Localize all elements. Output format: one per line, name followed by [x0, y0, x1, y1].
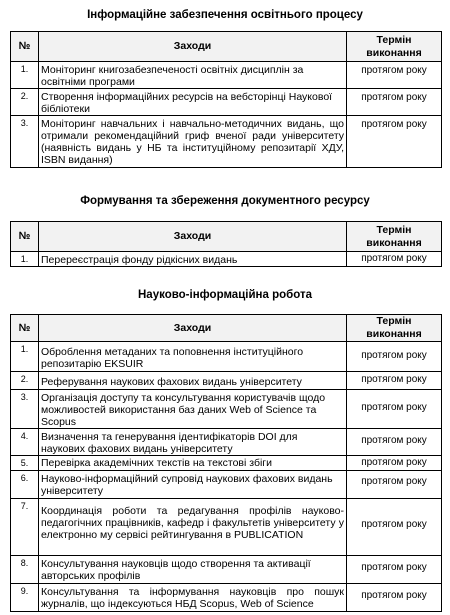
section-title-document-resource: Формування та збереження документного ресурсу: [80, 195, 370, 207]
table-row: [11, 456, 442, 471]
row-activity: Перереєстрація фонду рідкісних видань: [39, 252, 347, 267]
header-term: [347, 222, 442, 252]
table-row: [11, 252, 442, 267]
table-row: [11, 556, 442, 584]
section-title-information-support: Інформаційне забезпечення освітнього процесу: [87, 9, 363, 21]
row-term: протягом року: [347, 252, 442, 267]
row-term: протягом року: [347, 116, 442, 168]
table-row: [11, 62, 442, 89]
header-number: №: [11, 222, 39, 252]
table-header-row: [11, 32, 442, 62]
row-activity: Перевірка академічних текстів на текстові збіги: [39, 456, 347, 471]
row-number: 1.: [11, 252, 39, 267]
row-activity: Створення інформаційних ресурсів на вебсторінці Наукової бібліотеки: [39, 89, 347, 116]
header-number: №: [11, 315, 39, 342]
row-number: 9.: [11, 584, 39, 612]
table-header-row: [11, 315, 442, 342]
table-header-row: [11, 222, 442, 252]
table-row: [11, 372, 442, 390]
header-term-line1: Термін: [376, 315, 412, 327]
table-research-info: [10, 314, 442, 612]
row-number: 7.: [11, 499, 39, 556]
header-activities: Заходи: [39, 222, 347, 252]
row-term: протягом року: [347, 89, 442, 116]
table-row: [11, 390, 442, 429]
row-term: протягом року: [347, 584, 442, 612]
header-term-line1: Термін: [376, 33, 412, 46]
row-number: 2.: [11, 372, 39, 390]
row-number: 2.: [11, 89, 39, 116]
table-information-support: [10, 31, 442, 168]
table-row: [11, 89, 442, 116]
header-term-line2: виконання: [366, 328, 422, 340]
row-number: 3.: [11, 116, 39, 168]
row-activity: Науково-інформаційний супровід наукових фахових видань університету: [39, 471, 347, 499]
row-activity: Консультування та інформування науковців про пошук журналів, що індексуються НБД Scopus, Web of Science: [39, 584, 347, 612]
header-term-line2: виконання: [366, 46, 422, 59]
table-row: [11, 429, 442, 456]
row-activity: Організація доступу та консультування користувачів щодо можливостей використання баз даних Web of Science та Scopus: [39, 390, 347, 429]
table-document-resource: [10, 221, 442, 267]
table-row: [11, 499, 442, 556]
table-row: [11, 116, 442, 168]
row-activity: Визначення та генерування ідентифікаторів DOI для наукових фахових видань університету: [39, 429, 347, 456]
row-activity: Консультування науковців щодо створення та активації авторських профілів: [39, 556, 347, 584]
row-term: протягом року: [347, 429, 442, 456]
row-activity: Моніторинг навчальних і навчально-методичних видань, що отримали рекомендаційний гриф вченої ради університету (наявність видань у НБ та інституційному репозитарії ХДУ, ISBN видання): [39, 116, 347, 168]
row-number: 5.: [11, 456, 39, 471]
row-activity: Координація роботи та редагування профілів науково-педагогічних працівників, кафедр і факультетів університету у електронно му сервісі рейтингування в PUBLICATION: [39, 499, 347, 556]
row-activity: Реферування наукових фахових видань університету: [39, 372, 347, 390]
row-number: 8.: [11, 556, 39, 584]
header-term: [347, 32, 442, 62]
header-term-line1: Термін: [376, 223, 412, 236]
row-term: протягом року: [347, 471, 442, 499]
header-activities: Заходи: [39, 315, 347, 342]
table-row: [11, 342, 442, 372]
header-activities: Заходи: [39, 32, 347, 62]
row-number: 1.: [11, 342, 39, 372]
row-term: протягом року: [347, 499, 442, 556]
header-term: [347, 315, 442, 342]
header-term-line2: виконання: [366, 236, 422, 249]
row-term: протягом року: [347, 456, 442, 471]
row-term: протягом року: [347, 342, 442, 372]
row-number: 6.: [11, 471, 39, 499]
section-title-research-info: Науково-інформаційна робота: [138, 289, 312, 301]
row-term: протягом року: [347, 372, 442, 390]
row-term: протягом року: [347, 62, 442, 89]
row-number: 3.: [11, 390, 39, 429]
header-number: №: [11, 32, 39, 62]
table-row: [11, 471, 442, 499]
row-activity: Моніторинг книгозабезпеченості освітніх дисциплін за освітніми програми: [39, 62, 347, 89]
row-number: 1.: [11, 62, 39, 89]
row-term: протягом року: [347, 390, 442, 429]
row-term: протягом року: [347, 556, 442, 584]
table-row: [11, 584, 442, 612]
row-activity: Оброблення метаданих та поповнення інституційного репозитарію EKSUIR: [39, 342, 347, 372]
row-number: 4.: [11, 429, 39, 456]
